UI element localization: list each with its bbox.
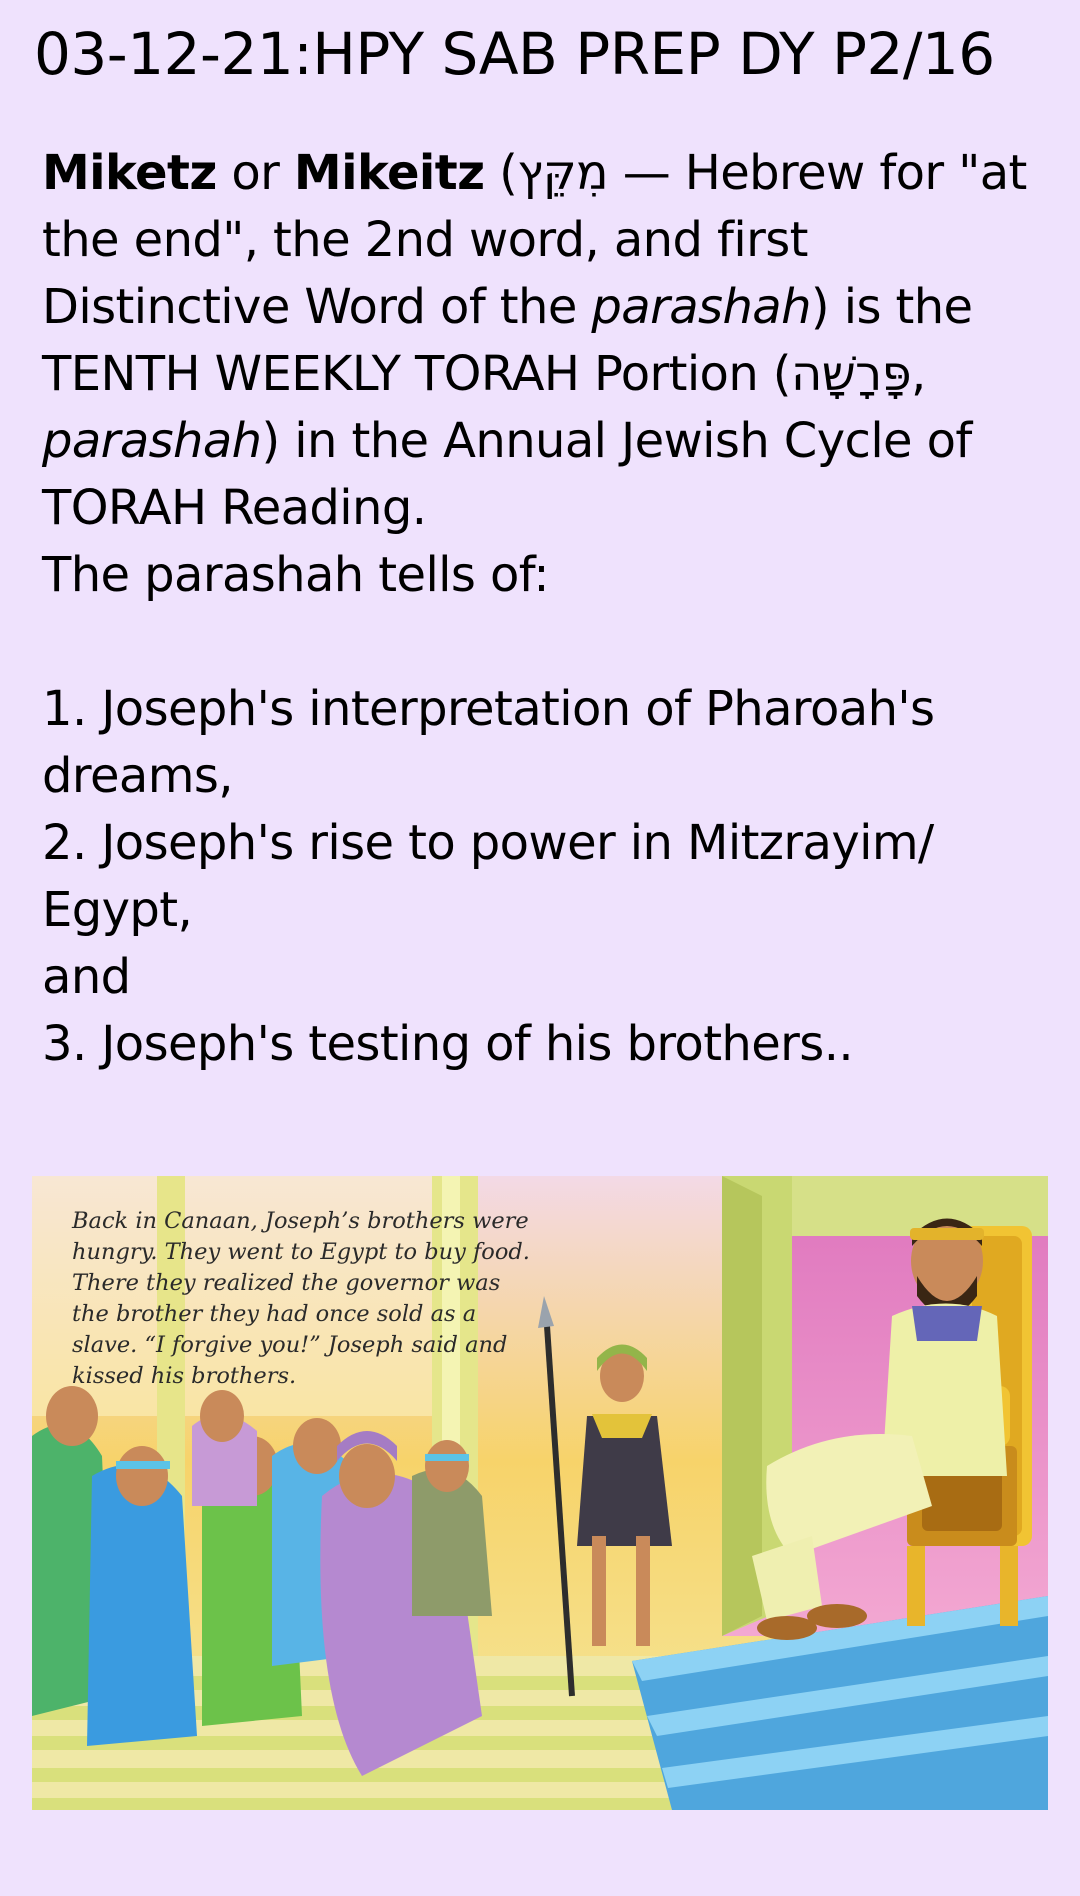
list-item-2: 2. Joseph's rise to power in Mitzrayim/ Egypt,	[42, 815, 934, 938]
post-body	[42, 140, 1052, 1078]
blank-line	[42, 609, 1052, 676]
list-item-and: and	[42, 949, 131, 1005]
joseph-brothers-illustration	[32, 1176, 1048, 1810]
intro-paragraph: Miketz or Mikeitz (מִקֵּץ — Hebrew for "at the end", the 2nd word, and first Distinctive Word of the parashah) is the TENTH WEEKLY TORAH Portion (פָּרָשָׁה, parashah) in the Annual Jewish Cycle of TORAH Reading.	[42, 145, 1027, 536]
list-item-3: 3. Joseph's testing of his brothers..	[42, 1016, 854, 1072]
post-title: 03-12-21:HPY SAB PREP DY P2/16	[34, 20, 995, 88]
name-mikeitz: Mikeitz	[293, 145, 485, 201]
list-item-1: 1. Joseph's interpretation of Pharoah's dreams,	[42, 681, 935, 804]
tells-of-line: The parashah tells of:	[42, 547, 549, 603]
illustration-caption: Back in Canaan, Joseph’s brothers were hungry. They went to Egypt to buy food. There they realized the governor was the brother they had once sold as a slave. “I forgive you!” Joseph said and kissed his brothers.	[72, 1208, 530, 1389]
name-miketz: Miketz	[42, 145, 217, 201]
